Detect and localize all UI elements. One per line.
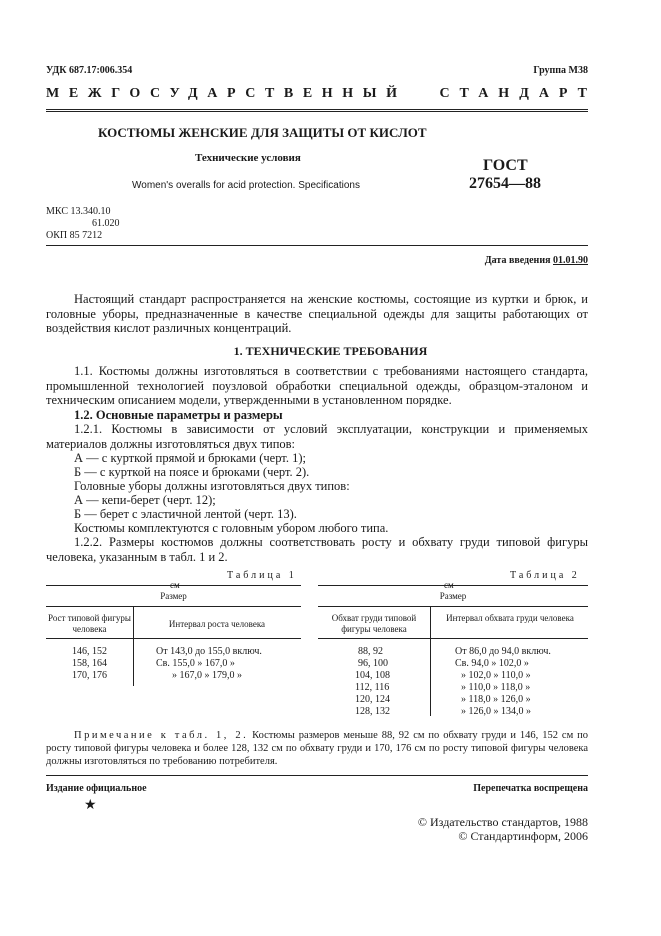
table1-row2-size: 158, 164 bbox=[72, 658, 107, 669]
headwear-intro: Головные уборы должны изготовляться двух типов: bbox=[74, 479, 350, 493]
mks-code-2: 61.020 bbox=[92, 218, 120, 229]
table1-label: Таблица 1 bbox=[227, 570, 297, 581]
table-note-text: Костюмы размеров меньше 88, 92 см по обхвату груди и 146, 152 см по росту типовой фигуры человека и более 128, 132 см по обхвату груди и 170, 176 см по росту типовой фигуры человека должны изготовляться по требованию потребителя. bbox=[46, 730, 589, 767]
table2-unit: см bbox=[444, 580, 454, 590]
table2-col1-header: Обхват груди типовой фигуры человека bbox=[331, 613, 417, 634]
clause-1-1: 1.1. Костюмы должны изготовляться в соответствии с требованиями настоящего стандарта, промышленной технологией поузловой обработки специальной одежды, образцом-эталоном и техническим описанием модели, утвержденными в установленном порядке. bbox=[46, 364, 588, 407]
clause-1-2-2: 1.2.2. Размеры костюмов должны соответствовать росту и обхвату груди типовой фигуры человека, указанным в табл. 1 и 2. bbox=[46, 535, 588, 564]
intro-paragraph: Настоящий стандарт распространяется на женские костюмы, состоящие из куртки и брюк, и головные уборы, предназначенные в качестве специальной одежды для защиты работающих от воздействия кислот различных концентраций. bbox=[46, 292, 588, 335]
table2-group-header: Размер bbox=[439, 591, 467, 601]
table2-row3-size: 104, 108 bbox=[355, 670, 390, 681]
header-rule bbox=[46, 109, 588, 112]
table1-body-divider bbox=[133, 638, 134, 686]
headwear-type-b: Б — берет с эластичной лентой (черт. 13). bbox=[74, 507, 297, 521]
table2-row3-interval: » 102,0 » 110,0 » bbox=[461, 670, 531, 681]
group-code: Группа М38 bbox=[533, 65, 588, 76]
table2-row5-size: 120, 124 bbox=[355, 694, 390, 705]
intro-date bbox=[485, 255, 588, 266]
table2-row5-interval: » 118,0 » 126,0 » bbox=[461, 694, 531, 705]
codes-rule bbox=[46, 245, 588, 246]
headwear-type-a: А — кепи-берет (черт. 12); bbox=[74, 493, 216, 507]
table1-row3-interval: » 167,0 » 179,0 » bbox=[172, 670, 242, 681]
document-title: КОСТЮМЫ ЖЕНСКИЕ ДЛЯ ЗАЩИТЫ ОТ КИСЛОТ bbox=[98, 125, 427, 140]
table1-mid-border bbox=[46, 606, 301, 607]
table1-unit: см bbox=[170, 580, 180, 590]
table1-row2-interval: Св. 155,0 » 167,0 » bbox=[156, 658, 235, 669]
table1-col1-header: Рост типовой фигуры человека bbox=[48, 613, 131, 634]
table2-col-divider bbox=[430, 606, 431, 638]
table2-row6-size: 128, 132 bbox=[355, 706, 390, 717]
section-heading: 1. ТЕХНИЧЕСКИЕ ТРЕБОВАНИЯ bbox=[233, 344, 428, 358]
classification-codes bbox=[46, 206, 120, 242]
suit-type-a: А — с курткой прямой и брюками (черт. 1); bbox=[74, 451, 306, 465]
udk-code: УДК 687.17:006.354 bbox=[46, 65, 133, 76]
clause-1-2-heading: 1.2. Основные параметры и размеры bbox=[74, 408, 283, 422]
table2-row1-size: 88, 92 bbox=[358, 646, 383, 657]
table-note-label: Примечание к табл. 1, 2. bbox=[74, 730, 249, 741]
table2-row4-size: 112, 116 bbox=[355, 682, 390, 693]
mks-code-1: МКС 13.340.10 bbox=[46, 206, 111, 217]
gost-number: 27654—88 bbox=[469, 175, 541, 192]
clause-1-2-1: 1.2.1. Костюмы в зависимости от условий эксплуатации, конструкции и применяемых материалов должны изготовляться двух типов: bbox=[46, 422, 588, 451]
star-icon: ★ bbox=[84, 798, 97, 813]
table2-row1-interval: От 86,0 до 94,0 включ. bbox=[455, 646, 551, 657]
copyright-standartinform: © Стандартинформ, 2006 bbox=[458, 829, 588, 843]
gost-label: ГОСТ bbox=[483, 157, 528, 174]
table1-group-header: Размер bbox=[160, 591, 187, 601]
english-title: Women's overalls for acid protection. Specifications bbox=[132, 180, 360, 191]
reprint-prohibited: Перепечатка воспрещена bbox=[473, 783, 588, 794]
copyright-publisher: © Издательство стандартов, 1988 bbox=[417, 815, 588, 829]
table-note bbox=[46, 729, 588, 768]
table2-body-divider bbox=[430, 638, 431, 716]
table1-row1-size: 146, 152 bbox=[72, 646, 107, 657]
table1-col2-header: Интервал роста человека bbox=[168, 619, 266, 629]
table2-col2-header: Интервал обхвата груди человека bbox=[446, 613, 574, 623]
set-completion: Костюмы комплектуются с головным убором любого типа. bbox=[74, 521, 389, 535]
table1-head-border bbox=[46, 638, 301, 639]
table2-row6-interval: » 126,0 » 134,0 » bbox=[461, 706, 531, 717]
table1-row1-interval: От 143,0 до 155,0 включ. bbox=[156, 646, 262, 657]
table2-label: Таблица 2 bbox=[510, 570, 580, 581]
table2-mid-border bbox=[318, 606, 588, 607]
document-subtitle: Технические условия bbox=[195, 152, 301, 164]
suit-type-b: Б — с курткой на поясе и брюками (черт. 2). bbox=[74, 465, 310, 479]
table1-top-border bbox=[46, 585, 301, 586]
footer-rule bbox=[46, 775, 588, 776]
table2-row4-interval: » 110,0 » 118,0 » bbox=[461, 682, 531, 693]
official-edition: Издание официальное bbox=[46, 783, 147, 794]
okp-code: ОКП 85 7212 bbox=[46, 230, 103, 241]
intro-date-value: 01.01.90 bbox=[553, 255, 588, 266]
table2-row2-size: 96, 100 bbox=[358, 658, 388, 669]
table1-row3-size: 170, 176 bbox=[72, 670, 107, 681]
table2-top-border bbox=[318, 585, 588, 586]
table2-head-border bbox=[318, 638, 588, 639]
intro-date-label: Дата введения bbox=[484, 255, 551, 266]
table2-row2-interval: Св. 94,0 » 102,0 » bbox=[455, 658, 529, 669]
banner-left: МЕЖГОСУДАРСТВЕННЫЙ bbox=[46, 86, 407, 101]
banner-right: СТАНДАРТ bbox=[439, 86, 597, 101]
